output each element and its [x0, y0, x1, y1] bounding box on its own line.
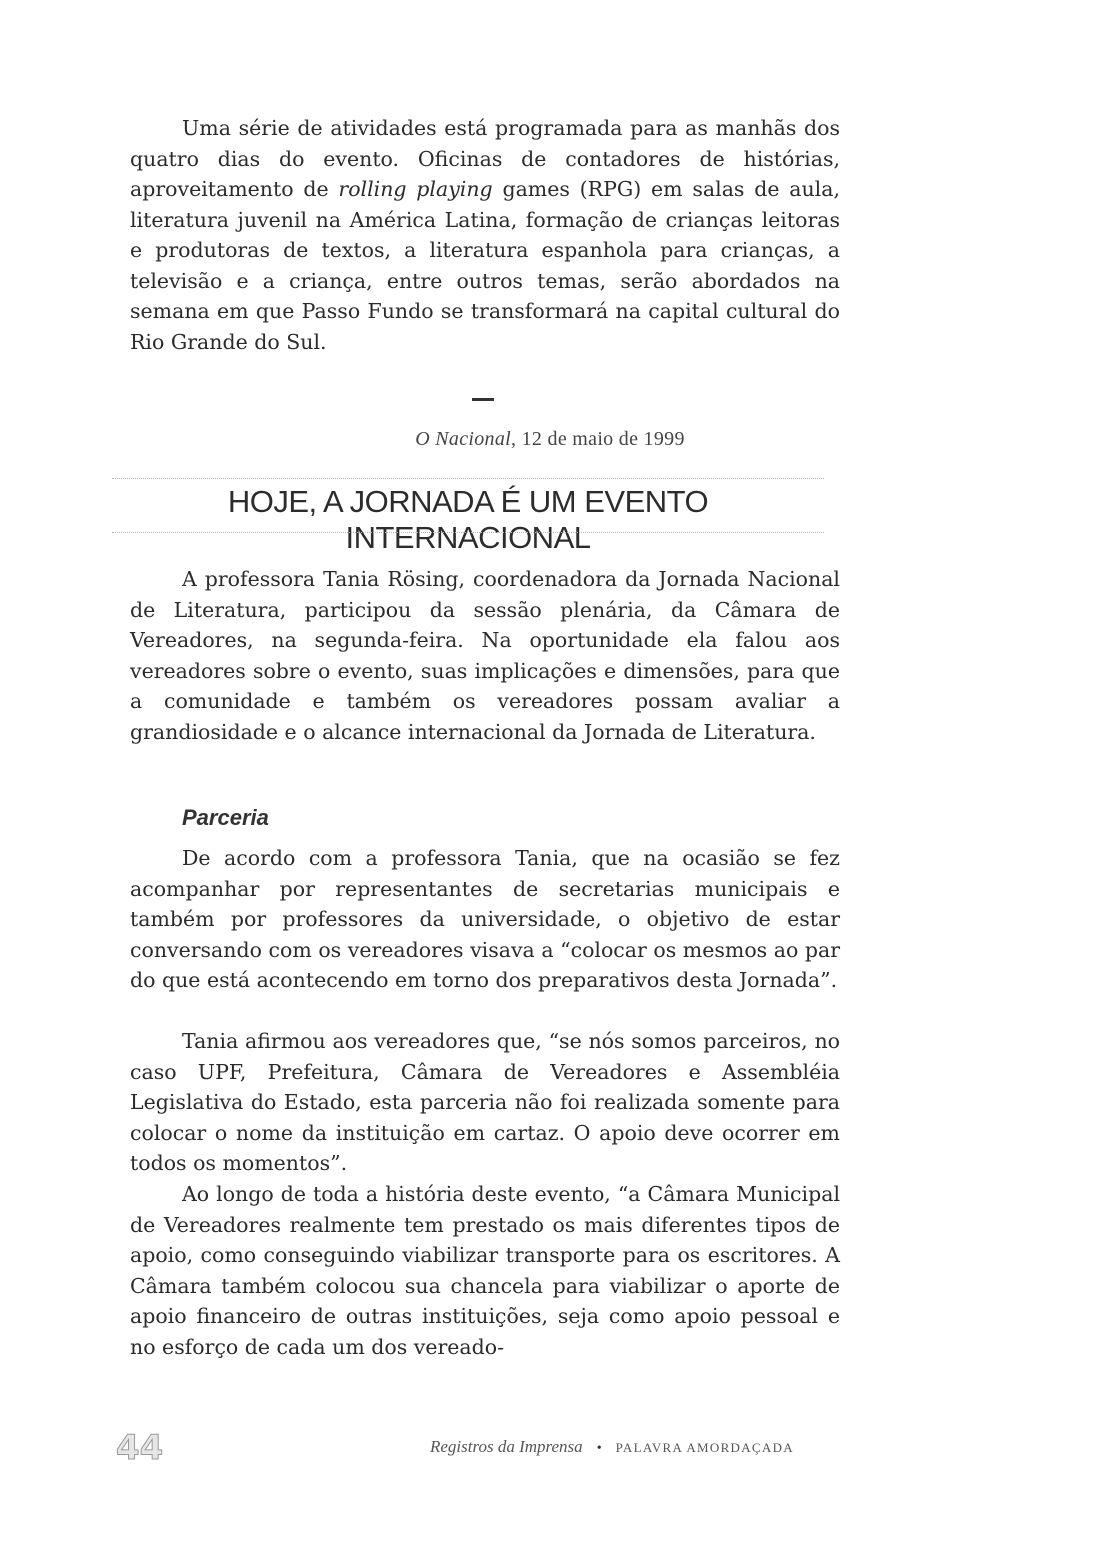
book-title: Registros da Imprensa [430, 1437, 583, 1456]
intro-paragraph [130, 113, 840, 357]
section-separator-dash [472, 398, 494, 401]
article-subheading: Parceria [182, 805, 269, 830]
intro-text: Uma série de atividades está programada para as manhãs dos quatro dias do evento. Oficinas de contadores de histórias, aproveitamento de rolling playing games (RPG) em salas de aula, literatura juvenil na América Latina, formação de crianças leitoras e produtoras de textos, a literatura espanhola para crianças, a televisão e a criança, entre outros temas, serão abordados na semana em que Passo Fundo se transformará na capital cultural do Rio Grande do Sul. [130, 116, 840, 354]
intro-italic-term: rolling playing [338, 177, 493, 201]
running-footer [430, 1437, 794, 1457]
page-number: 44 [116, 1428, 164, 1468]
footer-bullet: • [596, 1441, 602, 1456]
headline-rule-bottom [112, 532, 824, 533]
article-paragraph-3: Tania afirmou aos vereadores que, “se nós somos parceiros, no caso UPF, Prefeitura, Câmara de Vereadores e Assembléia Legislativa do Estado, esta parceria não foi realizada somente para colocar o nome da instituição em cartaz. O apoio deve ocorrer em todos os momentos”. [130, 1029, 840, 1175]
headline-rule-top [112, 478, 824, 479]
article-source [0, 428, 1100, 451]
chapter-title: PALAVRA AMORDAÇADA [615, 1440, 794, 1455]
article-paragraph-4: Ao longo de toda a história deste evento, “a Câmara Municipal de Vereadores realmente tem prestado os mais diferentes tipos de apoio, como conseguindo viabilizar transporte para os escritores. A Câmara também colocou sua chancela para viabilizar o aporte de apoio financeiro de outras instituições, seja como apoio pessoal e no esforço de cada um dos vereado- [130, 1182, 840, 1359]
article-date: , 12 de maio de 1999 [511, 428, 685, 450]
article-paragraph-1: A professora Tania Rösing, coordenadora da Jornada Nacional de Literatura, participou da sessão plenária, da Câmara de Vereadores, na segunda-feira. Na oportunidade ela falou aos vereadores sobre o evento, suas implicações e dimensões, para que a comunidade e também os vereadores possam avaliar a grandiosidade e o alcance internacional da Jornada de Literatura. [130, 567, 840, 744]
article-headline: HOJE, A JORNADA É UM EVENTO INTERNACIONAL [227, 484, 709, 555]
newspaper-name: O Nacional [415, 428, 512, 450]
article-paragraph-2: De acordo com a professora Tania, que na ocasião se fez acompanhar por representantes de secretarias municipais e também por professores da universidade, o objetivo de estar conversando com os vereadores visava a “colocar os mesmos ao par do que está acontecendo em torno dos preparativos desta Jornada”. [130, 846, 840, 992]
